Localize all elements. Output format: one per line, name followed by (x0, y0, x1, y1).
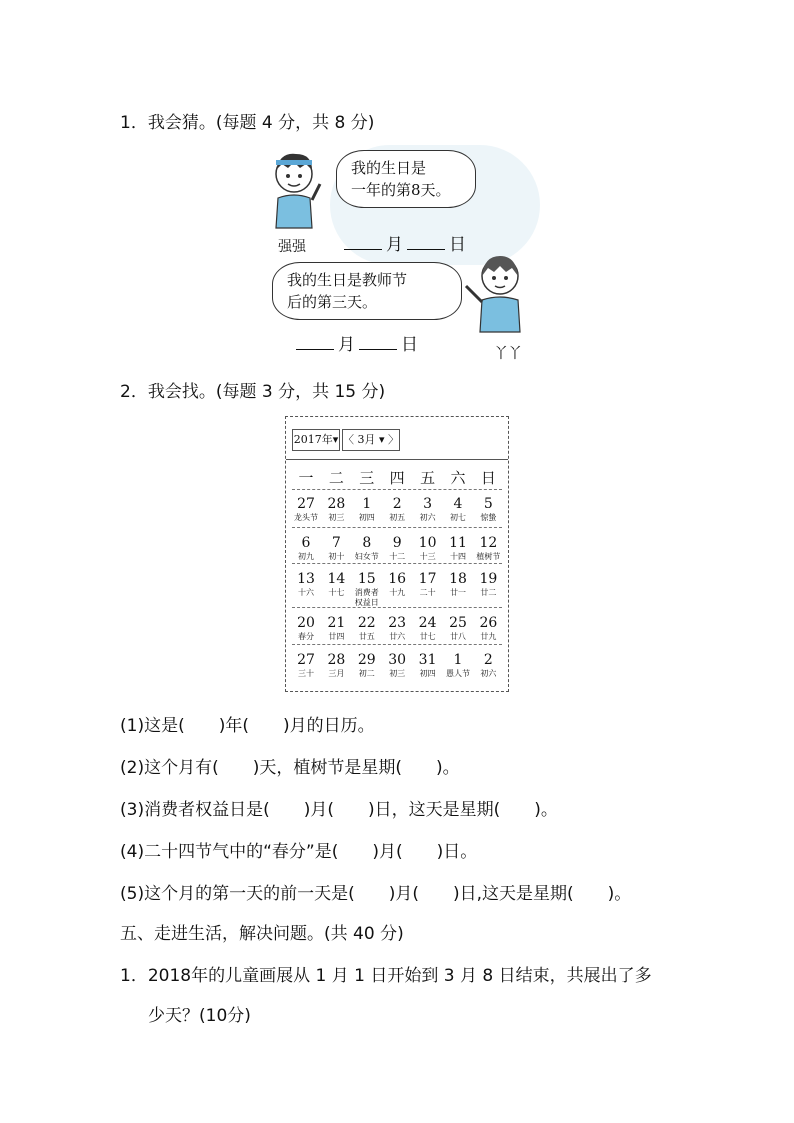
day-blank[interactable] (359, 333, 397, 350)
day-lunar-label: 十四 (450, 552, 466, 561)
day-lunar-label: 廿二 (480, 588, 497, 597)
day-number: 26 (479, 615, 498, 631)
question-3: (3)消费者权益日是( )月( )日，这天是星期( )。 (120, 800, 558, 820)
row-divider (292, 563, 502, 564)
day-number: 25 (449, 615, 467, 631)
calendar-day[interactable] (443, 614, 473, 642)
day-number: 28 (327, 496, 346, 512)
weekday-header: 一 (298, 469, 314, 487)
day-lunar-label: 二十 (419, 588, 436, 597)
year-select[interactable]: 2017年▾ (292, 429, 340, 451)
day-number: 15 (357, 571, 376, 587)
day-lunar-label: 愚人节 (446, 669, 470, 678)
row-divider (292, 489, 502, 490)
day-lunar-label: 初六 (419, 513, 436, 522)
day-number: 10 (418, 535, 437, 551)
day-number: 29 (357, 652, 376, 668)
calendar-day[interactable] (352, 534, 382, 562)
day-number: 21 (327, 615, 346, 631)
day-number: 24 (418, 615, 437, 631)
calendar-day[interactable] (413, 651, 443, 679)
calendar-day[interactable] (321, 495, 351, 523)
day-label: 日 (449, 235, 466, 255)
day-lunar-label: 廿一 (450, 588, 466, 597)
day-lunar-label: 消费者权益日 (354, 588, 379, 607)
calendar-day[interactable] (473, 651, 503, 679)
day-number: 4 (453, 496, 463, 512)
day-lunar-label: 廿七 (419, 632, 436, 641)
day-number: 8 (362, 535, 372, 551)
q2-title: 2．我会找。(每题 3 分，共 15 分) (120, 382, 386, 402)
question-1: (1)这是( )年( )月的日历。 (120, 716, 375, 736)
day-number: 20 (297, 615, 315, 631)
day-number: 3 (423, 496, 433, 512)
day-lunar-label: 廿五 (358, 632, 375, 641)
weekday-header: 二 (328, 469, 344, 487)
boy-name: 强强 (278, 239, 306, 255)
girl-speech-bubble (272, 262, 462, 320)
day-number: 9 (392, 535, 402, 551)
day-number: 28 (327, 652, 346, 668)
month-label: 月 (386, 235, 403, 255)
calendar-day[interactable] (413, 570, 443, 598)
day-lunar-label: 初三 (389, 669, 406, 678)
month-label: 月 (338, 335, 355, 355)
day-number: 5 (483, 496, 493, 512)
day-lunar-label: 廿六 (389, 632, 406, 641)
weekday-header: 四 (389, 469, 405, 487)
day-number: 7 (331, 535, 341, 551)
day-lunar-label: 惊蛰 (480, 513, 497, 522)
boy-bubble-line1: 我的生日是 (351, 159, 427, 177)
boy-bubble-line2: 一年的第8天。 (351, 181, 451, 199)
day-lunar-label: 龙头节 (294, 513, 318, 522)
month-blank[interactable] (344, 233, 382, 250)
day-lunar-label: 三月 (328, 669, 345, 678)
calendar-day[interactable] (382, 651, 412, 679)
calendar-day[interactable] (352, 495, 382, 523)
day-number: 23 (388, 615, 407, 631)
calendar-header (286, 417, 508, 460)
weekday-header: 三 (359, 469, 375, 487)
question-4: (4)二十四节气中的“春分”是( )月( )日。 (120, 842, 478, 862)
question-2: (2)这个月有( )天，植树节是星期( )。 (120, 758, 460, 778)
calendar-day[interactable] (352, 651, 382, 679)
calendar-day[interactable] (321, 614, 351, 642)
calendar-day[interactable] (291, 614, 321, 642)
day-lunar-label: 初二 (358, 669, 375, 678)
calendar-day[interactable] (321, 534, 351, 562)
day-lunar-label: 初三 (328, 513, 345, 522)
day-lunar-label: 春分 (298, 632, 314, 641)
day-lunar-label: 初五 (389, 513, 406, 522)
day-lunar-label: 十二 (389, 552, 406, 561)
day-number: 27 (297, 652, 315, 668)
day-number: 16 (388, 571, 407, 587)
day-number: 1 (453, 652, 463, 668)
calendar-day[interactable] (382, 534, 412, 562)
boy-speech-bubble (336, 150, 476, 208)
calendar-day[interactable] (443, 570, 473, 598)
calendar-day[interactable] (443, 534, 473, 562)
day-lunar-label: 初四 (358, 513, 375, 522)
day-number: 30 (388, 652, 407, 668)
day-number: 2 (483, 652, 493, 668)
day-lunar-label: 初六 (480, 669, 497, 678)
calendar-day[interactable] (443, 495, 473, 523)
girl-bubble-line1: 我的生日是教师节 (287, 271, 408, 289)
day-number: 27 (297, 496, 315, 512)
day-lunar-label: 初七 (450, 513, 466, 522)
day-lunar-label: 廿九 (480, 632, 497, 641)
day-lunar-label: 妇女节 (354, 552, 379, 561)
weekday-header: 日 (480, 469, 496, 487)
calendar-day[interactable] (382, 614, 412, 642)
calendar-day[interactable] (382, 570, 412, 598)
day-number: 18 (449, 571, 467, 587)
calendar-day[interactable] (413, 534, 443, 562)
day-number: 1 (362, 496, 372, 512)
day-number: 2 (392, 496, 402, 512)
calendar-day[interactable] (413, 495, 443, 523)
day-lunar-label: 植树节 (476, 552, 501, 561)
calendar-day[interactable] (321, 651, 351, 679)
calendar-day[interactable] (321, 570, 351, 598)
day-lunar-label: 三十 (298, 669, 314, 678)
calendar-day[interactable] (291, 651, 321, 679)
day-lunar-label: 十六 (298, 588, 314, 597)
day-lunar-label: 廿四 (328, 632, 345, 641)
calendar-day[interactable] (352, 614, 382, 642)
day-number: 6 (301, 535, 311, 551)
day-lunar-label: 廿八 (450, 632, 466, 641)
row-divider (292, 644, 502, 645)
girl-illustration (460, 250, 536, 340)
day-lunar-label: 十七 (328, 588, 345, 597)
day-number: 13 (297, 571, 315, 587)
day-number: 12 (479, 535, 498, 551)
q1-title: 1．我会猜。(每题 4 分，共 8 分) (120, 113, 375, 133)
row-divider (292, 527, 502, 528)
section-5-title: 五、走进生活，解决问题。(共 40 分) (120, 924, 404, 944)
girl-name: 丫丫 (494, 346, 522, 362)
day-number: 17 (418, 571, 437, 587)
day-number: 14 (327, 571, 346, 587)
calendar-day[interactable] (291, 534, 321, 562)
calendar (285, 416, 509, 692)
calendar-day[interactable] (473, 534, 503, 562)
weekday-header: 五 (420, 469, 436, 487)
girl-answer (292, 330, 418, 355)
day-lunar-label: 初九 (298, 552, 314, 561)
day-label: 日 (401, 335, 418, 355)
calendar-day[interactable] (382, 495, 412, 523)
calendar-day[interactable] (443, 651, 473, 679)
day-blank[interactable] (407, 233, 445, 250)
month-blank[interactable] (296, 333, 334, 350)
calendar-day[interactable] (473, 614, 503, 642)
day-number: 31 (418, 652, 437, 668)
day-lunar-label: 十九 (389, 588, 406, 597)
day-number: 22 (357, 615, 376, 631)
calendar-day[interactable] (291, 570, 321, 598)
row-divider (292, 607, 502, 608)
calendar-day[interactable] (473, 570, 503, 598)
day-lunar-label: 十三 (419, 552, 436, 561)
boy-answer (340, 230, 466, 255)
problem-1-line1: 1．2018年的儿童画展从 1 月 1 日开始到 3 月 8 日结束，共展出了多 (120, 966, 652, 986)
day-number: 19 (479, 571, 498, 587)
girl-bubble-line2: 后的第三天。 (287, 293, 378, 311)
weekday-header: 六 (450, 469, 466, 487)
calendar-day[interactable] (473, 495, 503, 523)
month-select[interactable]: 〈 3月 ▾ 〉 (342, 429, 400, 451)
day-lunar-label: 初十 (328, 552, 345, 561)
question-5: (5)这个月的第一天的前一天是( )月( )日,这天是星期( )。 (120, 884, 632, 904)
boy-illustration (266, 148, 328, 238)
problem-1-line2: 少天？(10分) (148, 1006, 251, 1026)
calendar-day[interactable] (291, 495, 321, 523)
calendar-day[interactable] (413, 614, 443, 642)
day-number: 11 (449, 535, 467, 551)
day-lunar-label: 初四 (419, 669, 436, 678)
calendar-day[interactable] (352, 570, 382, 608)
